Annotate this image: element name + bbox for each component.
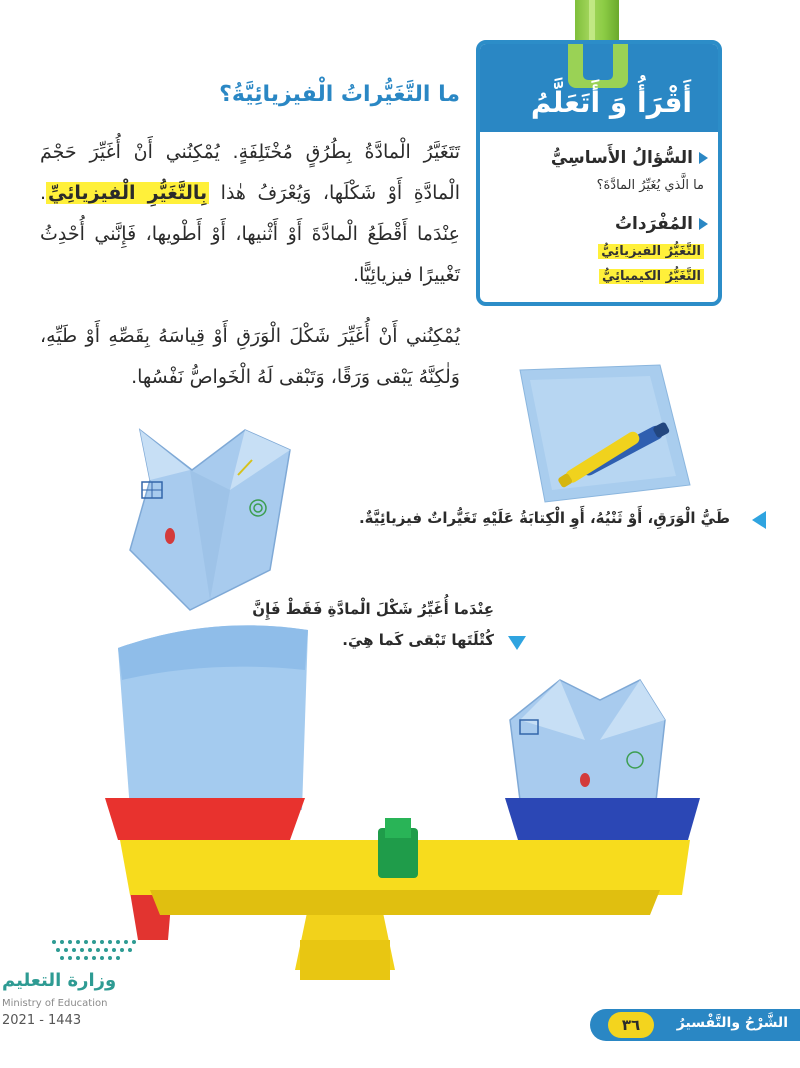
- balance-scale-image: [105, 798, 700, 980]
- ribbon-loop-hole: [583, 44, 613, 80]
- ministry-name-arabic: وزارة التعليم: [2, 970, 117, 991]
- vocab-physical-change: التَّغَيُّرُ الفيزيائِيُّ: [598, 244, 704, 259]
- balance-caption-line-1: عِنْدَما أُغَيِّرُ شَكْلَ الْمادَّةِ فَقَطْ فَإِنَّ: [252, 600, 494, 618]
- page-number: ٣٦: [608, 1012, 654, 1038]
- ministry-name-english: Ministry of Education: [2, 998, 108, 1009]
- highlighted-term: بِالتَّغَيُّرِ الْفيزيائِيِّ: [48, 182, 208, 204]
- paragraph-physical-change: [40, 132, 460, 296]
- ministry-logo-icon: [46, 934, 146, 968]
- footer-section-label: الشَّرْحُ والتَّفْسيرُ: [676, 1015, 788, 1031]
- read-and-learn-header: [480, 44, 718, 132]
- balance-caption-line-2: كُتْلَتَها تَبْقى كَما هِيَ.: [342, 631, 494, 649]
- paper-fortune-teller-image: [130, 430, 290, 610]
- paper-with-markers-image: [520, 365, 690, 502]
- essential-question-heading: السُّؤالُ الأَساسِيُّ: [551, 148, 708, 168]
- caption-pointer-down-icon: [508, 636, 526, 650]
- vocabulary-heading: المُفْرَداتُ: [615, 214, 708, 234]
- essential-question-text: ما الَّذي يُغَيِّرُ المادَّةَ؟: [596, 178, 704, 193]
- read-and-learn-title: أَقْرَأُ وَ أَتَعَلَّمُ: [530, 86, 692, 119]
- section-heading: ما التَّغَيُّراتُ الْفيزيائِيَّةُ؟: [219, 82, 460, 107]
- caption-pointer-icon: [752, 511, 766, 529]
- edition-year: 2021 - 1443: [2, 1013, 82, 1028]
- vocab-chemical-change: التَّغَيُّرُ الكيميائِيُّ: [599, 269, 704, 284]
- illustration-layer: [0, 340, 800, 1000]
- paragraph-text-end: . عِنْدَما أَقْطَعُ الْمادَّةَ أَوْ أَثْنيها، أَوْ أَطْويها، فَإِنَّني أُحْدِثُ تَغْييرًا فيزيائِيًّا.: [40, 182, 460, 286]
- curved-paper-image: [118, 625, 308, 810]
- fold-caption: طَيُّ الْوَرَقِ، أَوْ ثَنْيُهُ، أَوِ الْكِتابَةُ عَلَيْهِ تَغَيُّراتٌ فيزيائِيَّةٌ.: [358, 509, 730, 527]
- paragraph-paper-example: يُمْكِنُني أَنْ أُغَيِّرَ شَكْلَ الْوَرَقِ أَوْ قِياسَهُ بِقَصِّهِ أَوْ طَيِّهِ، وَلٰكِنَّهُ يَبْقى وَرَقًا، وَتَبْقى لَهُ الْخَواصُّ نَفْسُها.: [40, 325, 460, 388]
- read-and-learn-box: [476, 40, 722, 306]
- paragraph-text-start: تَتَغَيَّرُ الْمادَّةُ بِطُرُقٍ مُخْتَلِفَةٍ. يُمْكِنُني أَنْ أُغَيِّرَ حَجْمَ الْمادَّةِ أَوْ شَكْلَها، وَيُعْرَفُ هٰذا: [40, 141, 460, 204]
